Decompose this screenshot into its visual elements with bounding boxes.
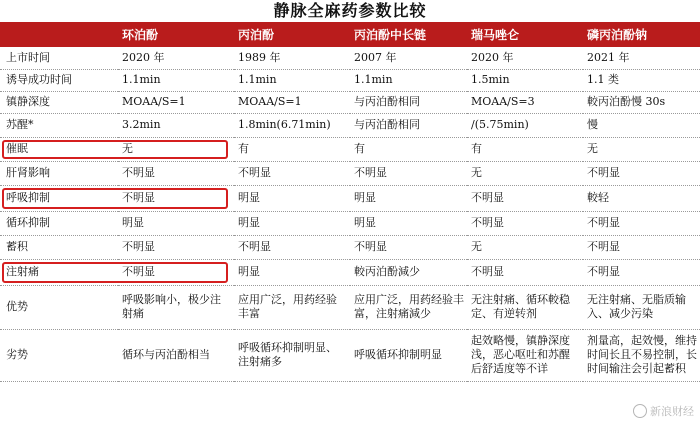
table-cell-text: 有 [471, 142, 482, 155]
row-label-text: 苏醒* [6, 118, 34, 131]
column-header-propofol: 丙泊酚 [234, 22, 350, 47]
table-cell [583, 137, 700, 161]
table-row [0, 137, 700, 161]
table-cell [118, 259, 234, 285]
column-header-fospropofol: 磷丙泊酚钠 [583, 22, 700, 47]
table-cell [467, 259, 583, 285]
table-cell [350, 285, 467, 329]
table-cell-text: 明显 [122, 216, 144, 229]
table-cell-text: 1.1 类 [587, 73, 619, 86]
table-cell-text: 呼吸循环抑制明显、注射痛多 [238, 341, 337, 368]
table-cell-text: 不明显 [587, 265, 620, 278]
table-cell [118, 285, 234, 329]
table-cell [118, 69, 234, 91]
row-label-text: 镇静深度 [6, 95, 50, 108]
table-cell-text: 明显 [354, 216, 376, 229]
table-cell [583, 47, 700, 69]
table-cell [118, 47, 234, 69]
table-cell-text: 2021 年 [587, 50, 630, 64]
table-cell [350, 259, 467, 285]
table-cell-text: 剂量高，起效慢，维持时间长且不易控制，长时间输注会引起蓄积 [587, 334, 697, 375]
column-header-ciprofol: 环泊酚 [118, 22, 234, 47]
row-label-text: 优势 [6, 300, 28, 313]
table-cell [234, 235, 350, 259]
table-cell [467, 235, 583, 259]
table-cell [118, 235, 234, 259]
table-cell-text: /(5.75min) [471, 118, 529, 131]
table-cell [350, 329, 467, 381]
weibo-logo-icon [633, 404, 647, 418]
table-cell-text: 无注射痛、无脂质输入、减少污染 [587, 293, 686, 320]
table-cell-text: 呼吸影响小，极少注射痛 [122, 293, 221, 320]
table-cell-text: 有 [354, 142, 365, 155]
row-label-text: 呼吸抑制 [6, 191, 50, 204]
table-cell-text: 循环与丙泊酚相当 [122, 348, 210, 361]
table-row [0, 47, 700, 69]
column-header-blank [0, 22, 118, 47]
table-cell-text: 明显 [238, 216, 260, 229]
table-cell [234, 185, 350, 211]
table-cell [234, 137, 350, 161]
row-label [0, 235, 118, 259]
table-cell [118, 137, 234, 161]
table-cell [350, 161, 467, 185]
table-cell [583, 161, 700, 185]
table-cell [583, 113, 700, 137]
table-cell-text: 不明显 [471, 216, 504, 229]
table-cell-text: 与丙泊酚相同 [354, 118, 420, 131]
table-cell-text: 有 [238, 142, 249, 155]
table-cell-text: 1989 年 [238, 50, 281, 64]
row-label-text: 蓄积 [6, 240, 28, 253]
comparison-table [0, 22, 700, 382]
table-cell [350, 47, 467, 69]
table-cell-text: MOAA/S=1 [122, 95, 186, 108]
table-cell-text: 不明显 [354, 166, 387, 179]
table-cell [467, 113, 583, 137]
table-cell-text: 无 [471, 166, 482, 179]
table-cell-text: 不明显 [122, 191, 155, 204]
column-header-propofol-mct-lct: 丙泊酚中长链 [350, 22, 467, 47]
table-cell [118, 185, 234, 211]
table-cell [350, 69, 467, 91]
row-label [0, 185, 118, 211]
table-cell [583, 91, 700, 113]
table-cell-text: 与丙泊酚相同 [354, 95, 420, 108]
table-cell-text: 1.5min [471, 73, 510, 86]
row-label [0, 113, 118, 137]
table-cell-text: MOAA/S=3 [471, 95, 535, 108]
table-cell [583, 69, 700, 91]
row-label-text: 劣势 [6, 348, 28, 361]
column-header-remimazolam: 瑞马唑仑 [467, 22, 583, 47]
table-row [0, 329, 700, 381]
row-label [0, 285, 118, 329]
table-cell [467, 161, 583, 185]
table-cell [234, 69, 350, 91]
table-cell [350, 137, 467, 161]
table-cell [350, 235, 467, 259]
table-cell-text: 不明显 [354, 240, 387, 253]
table-cell [234, 161, 350, 185]
row-label-text: 上市时间 [6, 50, 50, 64]
table-cell-text: 不明显 [471, 191, 504, 204]
table-cell-text: 不明显 [587, 240, 620, 253]
table-cell-text: 不明显 [587, 166, 620, 179]
table-cell-text: 1.1min [238, 73, 277, 86]
table-cell-text: 2020 年 [471, 50, 514, 64]
table-cell-text: 2007 年 [354, 50, 397, 64]
table-cell-text: 应用广泛，用药经验丰富 [238, 293, 337, 320]
table-row [0, 113, 700, 137]
table-cell-text: 較轻 [587, 191, 609, 204]
table-cell-text: 不明显 [587, 216, 620, 229]
table-cell-text: 不明显 [122, 166, 155, 179]
table-cell-text: 2020 年 [122, 50, 165, 64]
table-cell [583, 235, 700, 259]
row-label [0, 329, 118, 381]
table-cell [467, 211, 583, 235]
table-cell [234, 285, 350, 329]
table-cell [234, 91, 350, 113]
page-title: 静脉全麻药参数比较 [273, 1, 427, 20]
table-cell [118, 329, 234, 381]
table-cell-text: 慢 [587, 118, 598, 131]
table-cell-text: 不明显 [238, 166, 271, 179]
table-row [0, 91, 700, 113]
table-cell-text: 1.1min [354, 73, 393, 86]
table-cell [467, 47, 583, 69]
row-label-text: 诱导成功时间 [6, 73, 72, 86]
table-cell-text: 明显 [238, 265, 260, 278]
table-cell-text: 3.2min [122, 118, 161, 131]
table-cell [583, 211, 700, 235]
table-row [0, 235, 700, 259]
table-cell [350, 91, 467, 113]
table-row [0, 259, 700, 285]
table-cell [467, 91, 583, 113]
table-cell [350, 113, 467, 137]
row-label-text: 催眠 [6, 142, 28, 155]
table-row [0, 285, 700, 329]
table-cell [583, 185, 700, 211]
table-cell [234, 329, 350, 381]
table-row [0, 69, 700, 91]
table-row [0, 161, 700, 185]
table-cell [234, 259, 350, 285]
table-cell-text: 无 [471, 240, 482, 253]
table-cell [234, 211, 350, 235]
table-cell [467, 285, 583, 329]
row-label [0, 137, 118, 161]
table-cell [467, 137, 583, 161]
row-label [0, 47, 118, 69]
row-label [0, 69, 118, 91]
watermark-text: 新浪财经 [650, 405, 694, 418]
table-cell [467, 329, 583, 381]
table-cell [118, 211, 234, 235]
table-cell-text: 不明显 [122, 265, 155, 278]
table-cell-text: 呼吸循环抑制明显 [354, 348, 442, 361]
table-cell-text: 明显 [238, 191, 260, 204]
row-label-text: 循环抑制 [6, 216, 50, 229]
table-cell-text: 較丙泊酚減少 [354, 265, 420, 278]
row-label [0, 91, 118, 113]
table-cell-text: 1.8min(6.71min) [238, 118, 331, 131]
row-label-text: 肝肾影响 [6, 166, 50, 179]
table-cell-text: 明显 [354, 191, 376, 204]
table-header-row [0, 22, 700, 47]
table-cell [583, 259, 700, 285]
table-cell [583, 285, 700, 329]
table-row [0, 185, 700, 211]
table-cell [583, 329, 700, 381]
row-label [0, 211, 118, 235]
table-cell [234, 113, 350, 137]
table-cell [118, 91, 234, 113]
table-cell [234, 47, 350, 69]
table-cell-text: 无 [587, 142, 598, 155]
table-row [0, 211, 700, 235]
table-cell-text: 应用广泛，用药经验丰富，注射痛減少 [354, 293, 464, 320]
table-cell-text: 1.1min [122, 73, 161, 86]
table-cell-text: 不明显 [471, 265, 504, 278]
row-label [0, 259, 118, 285]
table-cell [467, 185, 583, 211]
table-cell [350, 211, 467, 235]
table-cell [350, 185, 467, 211]
table-cell [118, 113, 234, 137]
table-cell [467, 69, 583, 91]
table-cell-text: 无注射痛、循环較稳定、有逆转剂 [471, 293, 570, 320]
table-cell [118, 161, 234, 185]
table-cell-text: 起效略慢，镇静深度浅，恶心呕吐和苏醒后舒适度等不详 [471, 334, 570, 375]
row-label-text: 注射痛 [6, 265, 39, 278]
row-label [0, 161, 118, 185]
table-cell-text: 較丙泊酚慢 30s [587, 95, 666, 108]
table-cell-text: 不明显 [238, 240, 271, 253]
table-cell-text: MOAA/S=1 [238, 95, 302, 108]
table-cell-text: 不明显 [122, 240, 155, 253]
watermark [633, 403, 694, 419]
table-cell-text: 无 [122, 142, 133, 155]
